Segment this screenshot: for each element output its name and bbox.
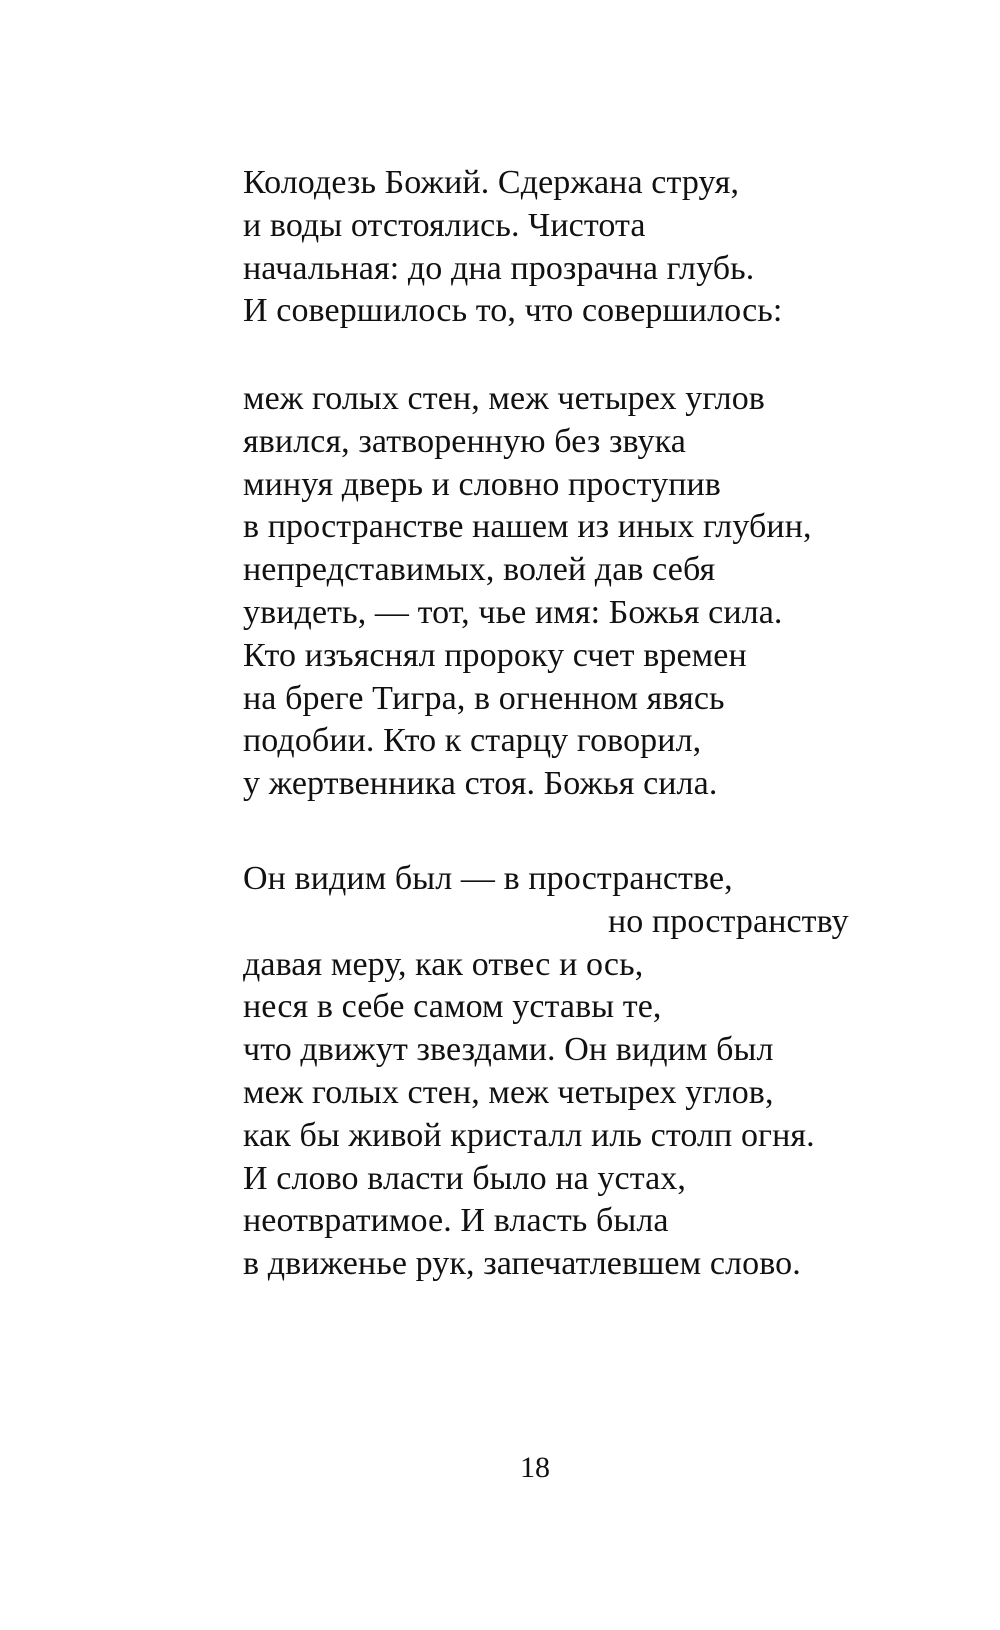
poem-line: как бы живой кристалл иль столп огня. — [243, 1116, 815, 1154]
poem-line: минуя дверь и словно проступив — [243, 465, 721, 503]
poem-line: давая меру, как отвес и ось, — [243, 945, 644, 983]
poem-line-indented: но пространству — [608, 902, 849, 940]
stanza-3 — [243, 858, 893, 1286]
poem-line: неотвратимое. И власть была — [243, 1202, 669, 1240]
poem-line: Кто изъяснял пророку счет времен — [243, 636, 747, 674]
poem-line: в движенье рук, запечатлевшем слово. — [243, 1245, 801, 1283]
poem-line: неся в себе самом уставы те, — [243, 988, 662, 1026]
stanza-2 — [243, 378, 893, 806]
stanza-1 — [243, 162, 893, 333]
poem-line: что движут звездами. Он видим был — [243, 1031, 774, 1069]
poem-line: Он видим был — в пространстве, — [243, 860, 733, 897]
poem-line: в пространстве нашем из иных глубин, — [243, 508, 812, 546]
poem-line: меж голых стен, меж четырех углов, — [243, 1073, 774, 1111]
poem-line: у жертвенника стоя. Божья сила. — [243, 765, 718, 803]
poem-line: И совершилось то, что совершилось: — [243, 292, 783, 330]
page-number: 18 — [520, 1451, 550, 1484]
poem-line: Колодезь Божий. Сдержана струя, — [243, 164, 740, 201]
poem-line: явился, затворенную без звука — [243, 422, 686, 460]
poem-line: И слово власти было на устах, — [243, 1159, 686, 1197]
poem-line: непредставимых, волей дав себя — [243, 551, 716, 589]
poem-line: меж голых стен, меж четырех углов — [243, 380, 765, 417]
poem-line: увидеть, — тот, чье имя: Божья сила. — [243, 593, 783, 631]
poem-line: начальная: до дна прозрачна глубь. — [243, 249, 755, 287]
poem-line: и воды отстоялись. Чистота — [243, 206, 646, 244]
poem-line: подобии. Кто к старцу говорил, — [243, 722, 702, 760]
poem-line: на бреге Тигра, в огненном явясь — [243, 679, 725, 717]
